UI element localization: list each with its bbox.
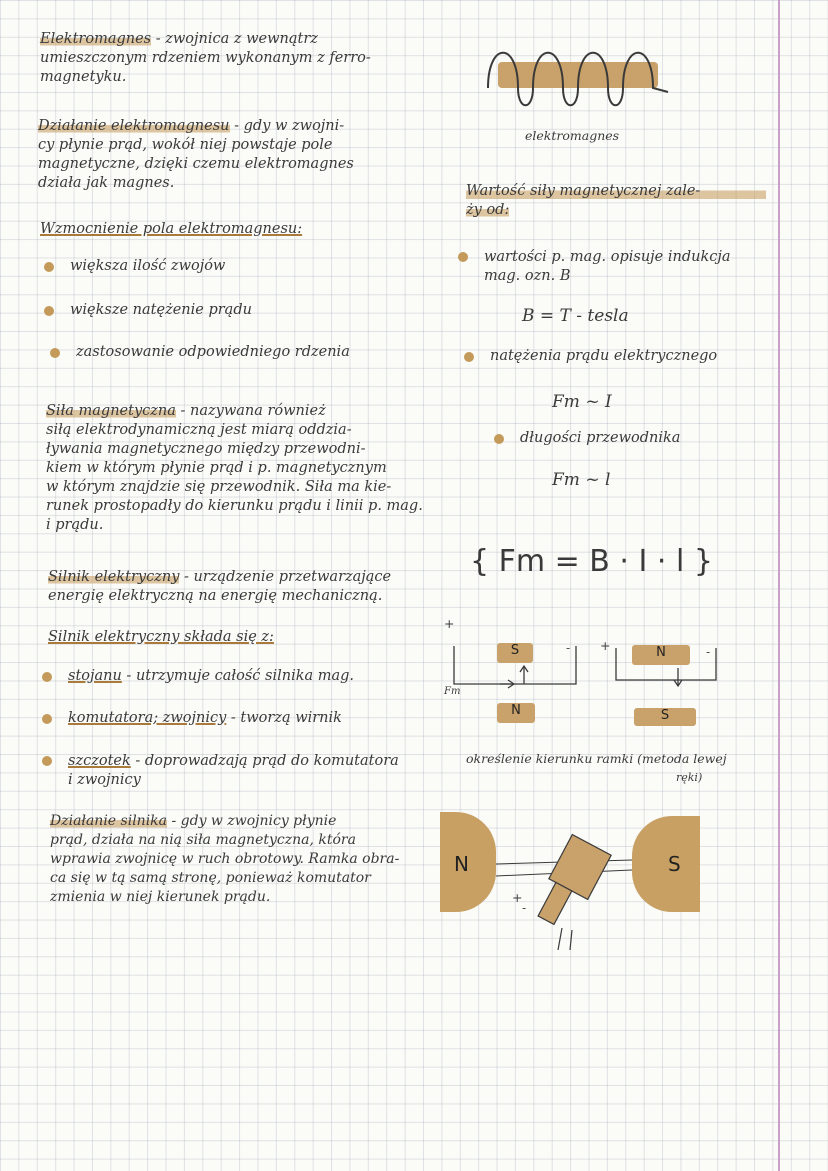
electromagnet-definition: Elektromagnes - zwojnica z wewnątrz umieszczonym rdzeniem wykonanym z ferro- magnetyku. [40, 31, 371, 85]
current-proportion-formula: Fm ~ I [552, 392, 612, 412]
motor-parts-title: Silnik elektryczny składa się z: [48, 629, 274, 645]
magnet-n-top-right: N [632, 645, 690, 665]
magnet-n-pole: N [440, 812, 496, 912]
magnetic-force-definition: Siła magnetyczna - nazywana również siłą elektrodynamiczną jest miarą oddzia- ływania magnetycznego między przewodni- kiem w którym płynie prąd i p. magnetycznym w którym znajdzie się przewodnik. Siła ma kie- runek prostopadły do kierunku prądu i linii p. mag. i prądu. [46, 403, 423, 533]
term-dzialanie: Działanie elektromagnesu [38, 118, 230, 134]
plus-sign: + [600, 638, 611, 653]
minus-sign: - [706, 644, 711, 659]
bullet-icon [44, 306, 54, 316]
rotor-drawing [496, 800, 632, 950]
motor-plus: + [512, 890, 523, 905]
minus-sign: - [566, 640, 571, 655]
bullet-icon [458, 252, 468, 262]
brush [558, 928, 562, 950]
main-force-formula: { Fm = B · I · l } [470, 544, 713, 579]
bullet-icon [464, 352, 474, 362]
factors-title: Wartość siły magnetycznej zale- ży od: [466, 182, 766, 220]
bullet-icon [42, 714, 52, 724]
term-sila-magnetyczna: Siła magnetyczna [46, 403, 176, 419]
brush [570, 930, 572, 950]
boost-item: większa ilość zwojów [70, 258, 225, 274]
bullet-icon [44, 262, 54, 272]
electromagnet-action: Działanie elektromagnesu - gdy w zwojni- cy płynie prąd, wokół niej powstaje pole magnetyczne, dzięki czemu elektromagnes działa jak magnes. [38, 118, 354, 191]
factor-item: długości przewodnika [520, 430, 680, 446]
length-proportion-formula: Fm ~ l [552, 470, 611, 490]
magnet-s-bottom-right: S [634, 708, 696, 726]
motor-action: Działanie silnika - gdy w zwojnicy płynie prąd, działa na nią siła magnetyczna, która wprawia zwojnicę w ruch obrotowy. Ramka obra- ca się w tą samą stronę, ponieważ komutator zmienia w niej kierunek prądu. [50, 813, 400, 905]
motor-part-item: stojanu - utrzymuje całość silnika mag. [68, 668, 354, 684]
plus-sign: + [444, 616, 455, 631]
commutator [538, 882, 572, 924]
boost-item: zastosowanie odpowiedniego rdzenia [76, 344, 350, 360]
bullet-icon [42, 756, 52, 766]
magnet-s-top-left: S [497, 643, 533, 663]
page-margin-line [778, 0, 780, 1171]
bullet-icon [42, 672, 52, 682]
term-dzialanie-silnika: Działanie silnika [50, 813, 168, 829]
magnet-n-bottom-left: N [497, 703, 535, 723]
fm-label: Fm [444, 686, 461, 697]
motor-part-item: komutatora; zwojnicy - tworzą wirnik [68, 710, 342, 726]
motor-definition: Silnik elektryczny - urządzenie przetwarzające energię elektryczną na energię mechaniczną. [48, 569, 392, 604]
term-elektromagnes: Elektromagnes [40, 31, 152, 47]
motor-minus: - [522, 900, 527, 915]
factor-item: natężenia prądu elektrycznego [490, 348, 717, 364]
boost-item: większe natężenie prądu [70, 302, 252, 318]
frame-caption-line2: ręki) [676, 771, 703, 784]
magnet-s-pole: S [632, 816, 700, 912]
factor-item: wartości p. mag. opisuje indukcja mag. ozn. B [484, 248, 731, 286]
term-silnik: Silnik elektryczny [48, 569, 180, 585]
coil-caption: elektromagnes [525, 128, 620, 143]
tesla-formula: B = T - tesla [522, 306, 629, 326]
motor-part-item: szczotek - doprowadzają prąd do komutatora i zwojnicy [68, 752, 399, 790]
coil-drawing [478, 36, 688, 116]
frame-caption-line1: określenie kierunku ramki (metoda lewej [466, 751, 727, 766]
bullet-icon [50, 348, 60, 358]
bullet-icon [494, 434, 504, 444]
boost-title: Wzmocnienie pola elektromagnesu: [40, 221, 303, 237]
